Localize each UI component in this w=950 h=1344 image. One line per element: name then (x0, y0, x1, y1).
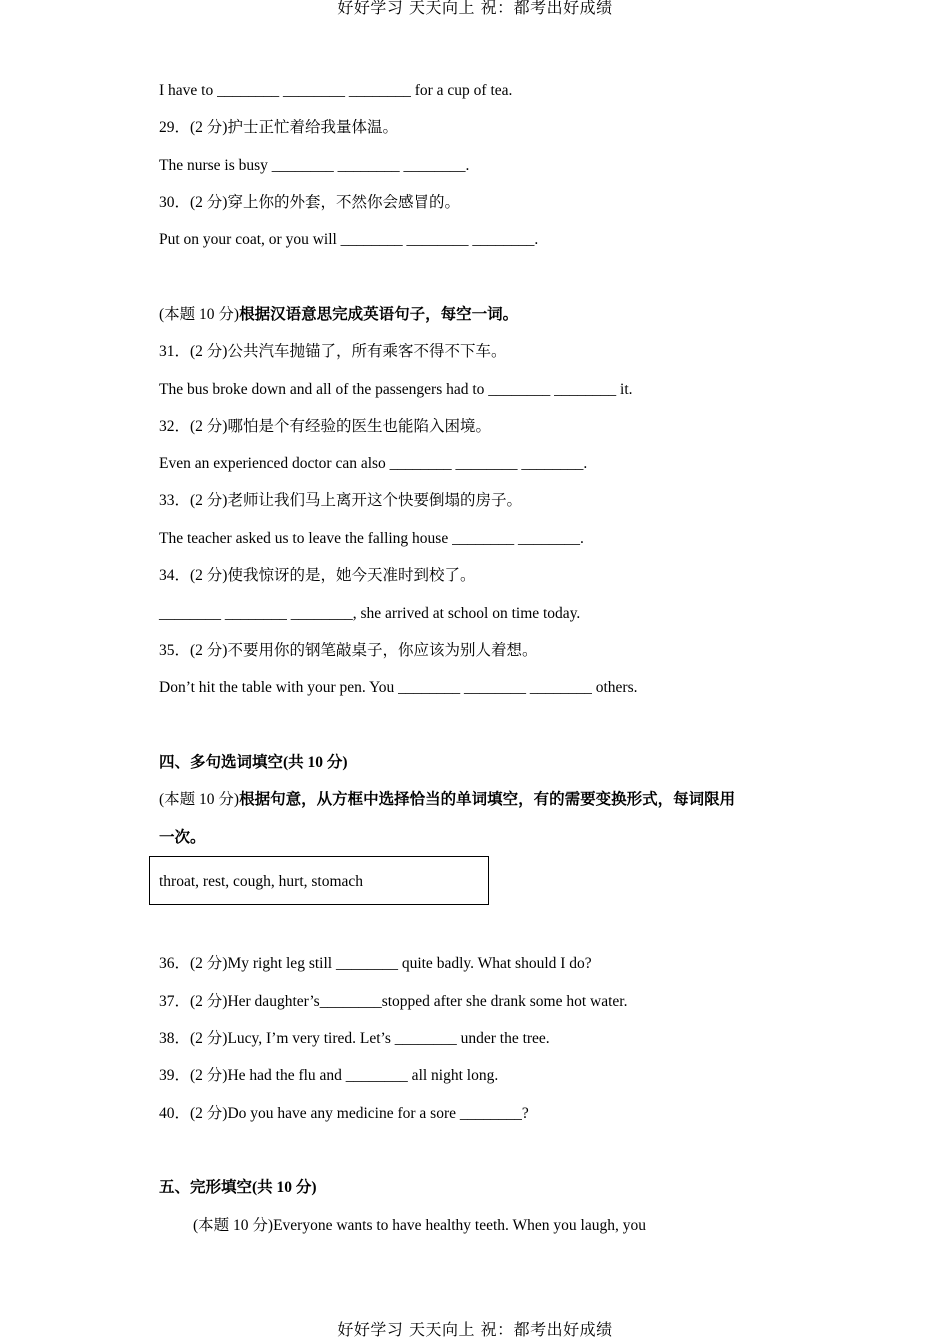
question-33-prompt: 33．(2 分)老师让我们马上离开这个快要倒塌的房子。 (159, 492, 522, 509)
section-instruction (159, 305, 518, 325)
section-4-instruction-points: (本题 10 分) (159, 791, 240, 808)
question-36: 36．(2 分)My right leg still ________ quite badly. What should I do? (159, 955, 592, 972)
section-5-title: 五、完形填空(共 10 分) (159, 1179, 317, 1196)
section-4-instruction-text: 根据句意，从方框中选择恰当的单词填空，有的需要变换形式，每词限用 (239, 791, 736, 808)
section-4-instruction-cont: 一次。 (159, 829, 206, 846)
page-footer: 好好学习 天天向上 祝：都考出好成绩 (337, 1320, 613, 1339)
question-28-answer-line: I have to ________ ________ ________ for a cup of tea. (159, 82, 513, 99)
question-29-answer-line: The nurse is busy ________ ________ ________. (159, 157, 470, 174)
question-31-answer-line: The bus broke down and all of the passengers had to ________ ________ it. (159, 381, 633, 398)
page-header: 好好学习 天天向上 祝：都考出好成绩 (337, 0, 613, 17)
question-29-prompt: 29．(2 分)护士正忙着给我量体温。 (159, 119, 398, 136)
question-35-prompt: 35．(2 分)不要用你的钢笔敲桌子，你应该为别人着想。 (159, 642, 538, 659)
question-35-answer-line: Don’t hit the table with your pen. You ________ ________ ________ others. (159, 679, 638, 696)
question-31-prompt: 31．(2 分)公共汽车抛锚了，所有乘客不得不下车。 (159, 343, 507, 360)
question-34-answer-line: ________ ________ ________, she arrived at school on time today. (159, 605, 581, 622)
question-32-answer-line: Even an experienced doctor can also ________ ________ ________. (159, 455, 588, 472)
question-38: 38．(2 分)Lucy, I’m very tired. Let’s ________ under the tree. (159, 1030, 550, 1047)
section-instruction-text: 根据汉语意思完成英语句子，每空一词。 (239, 306, 519, 323)
word-bank-box (149, 856, 489, 905)
question-39: 39．(2 分)He had the flu and ________ all night long. (159, 1067, 499, 1084)
word-bank-words: throat, rest, cough, hurt, stomach (159, 873, 364, 890)
question-40: 40．(2 分)Do you have any medicine for a sore ________? (159, 1105, 529, 1122)
question-32-prompt: 32．(2 分)哪怕是个有经验的医生也能陷入困境。 (159, 418, 491, 435)
question-33-answer-line: The teacher asked us to leave the falling house ________ ________. (159, 530, 584, 547)
section-4-instruction (159, 790, 735, 810)
section-4-title: 四、多句选词填空(共 10 分) (159, 754, 348, 771)
question-30-answer-line: Put on your coat, or you will ________ ________ ________. (159, 231, 539, 248)
question-37: 37．(2 分)Her daughter’s________stopped after she drank some hot water. (159, 993, 628, 1010)
question-30-prompt: 30．(2 分)穿上你的外套，不然你会感冒的。 (159, 194, 460, 211)
question-34-prompt: 34．(2 分)使我惊讶的是，她今天准时到校了。 (159, 567, 476, 584)
section-instruction-points: (本题 10 分) (159, 306, 240, 323)
section-5-passage: (本题 10 分)Everyone wants to have healthy teeth. When you laugh, you (193, 1217, 646, 1234)
